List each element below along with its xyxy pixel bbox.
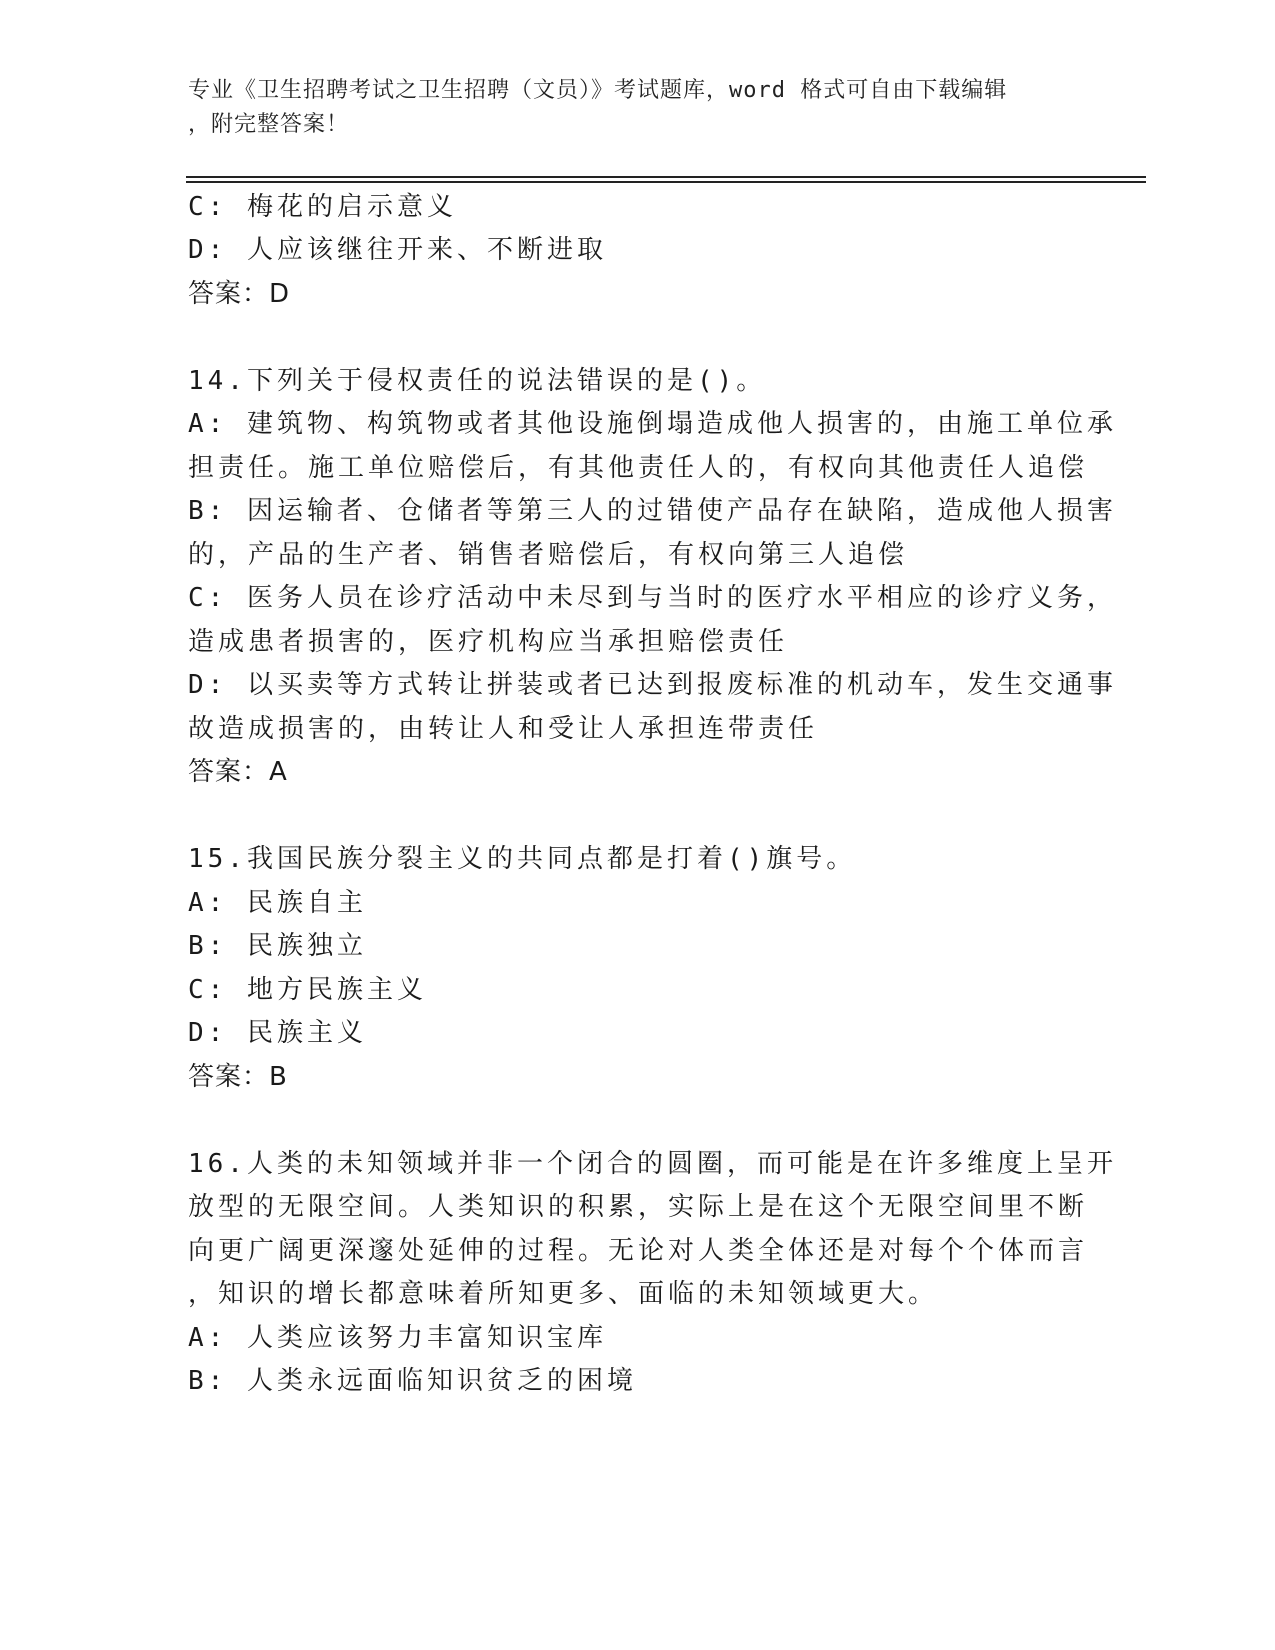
header-line-2: ，附完整答案！ <box>188 112 350 137</box>
q15-option-d: D: 民族主义 <box>188 1018 367 1048</box>
q14-option-a-line-2: 担责任。施工单位赔偿后，有其他责任人的，有权向其他责任人追偿 <box>188 453 1089 483</box>
q14-option-b-line-1: B: 因运输者、仓储者等第三人的过错使产品存在缺陷，造成他人损害 <box>188 496 1117 526</box>
header-divider-top <box>186 176 1146 178</box>
q16-option-b: B: 人类永远面临知识贫乏的困境 <box>188 1366 637 1396</box>
q14-answer: 答案：A <box>188 757 288 787</box>
q13-option-c: C: 梅花的启示意义 <box>188 192 457 222</box>
q14-option-d-line-2: 故造成损害的，由转让人和受让人承担连带责任 <box>188 714 819 744</box>
q16-stem-line-3: 向更广阔更深邃处延伸的过程。无论对人类全体还是对每个个体而言 <box>188 1236 1089 1266</box>
q16-option-a: A: 人类应该努力丰富知识宝库 <box>188 1323 607 1353</box>
q16-stem-line-2: 放型的无限空间。人类知识的积累，实际上是在这个无限空间里不断 <box>188 1192 1089 1222</box>
header-divider-bottom <box>186 181 1146 183</box>
q14-option-c-line-2: 造成患者损害的，医疗机构应当承担赔偿责任 <box>188 627 789 657</box>
q14-option-d-line-1: D: 以买卖等方式转让拼装或者已达到报废标准的机动车，发生交通事 <box>188 670 1117 700</box>
q15-option-c: C: 地方民族主义 <box>188 975 427 1005</box>
q14-stem: 14.下列关于侵权责任的说法错误的是()。 <box>188 366 767 396</box>
header-line-1: 专业《卫生招聘考试之卫生招聘（文员）》考试题库，word 格式可自由下载编辑 <box>188 78 1008 103</box>
q14-option-b-line-2: 的，产品的生产者、销售者赔偿后，有权向第三人追偿 <box>188 540 909 570</box>
q13-option-d: D: 人应该继往开来、不断进取 <box>188 235 607 265</box>
document-header <box>188 74 1088 142</box>
q15-option-a: A: 民族自主 <box>188 888 367 918</box>
q14-option-a-line-1: A: 建筑物、构筑物或者其他设施倒塌造成他人损害的，由施工单位承 <box>188 409 1117 439</box>
q15-stem: 15.我国民族分裂主义的共同点都是打着()旗号。 <box>188 844 857 874</box>
q16-stem-line-1: 16.人类的未知领域并非一个闭合的圆圈，而可能是在许多维度上呈开 <box>188 1149 1117 1179</box>
q14-option-c-line-1: C: 医务人员在诊疗活动中未尽到与当时的医疗水平相应的诊疗义务， <box>188 583 1117 613</box>
q13-answer: 答案：D <box>188 279 291 309</box>
q15-answer: 答案：B <box>188 1062 288 1092</box>
q15-option-b: B: 民族独立 <box>188 931 367 961</box>
q16-stem-line-4: ，知识的增长都意味着所知更多、面临的未知领域更大。 <box>188 1279 939 1309</box>
